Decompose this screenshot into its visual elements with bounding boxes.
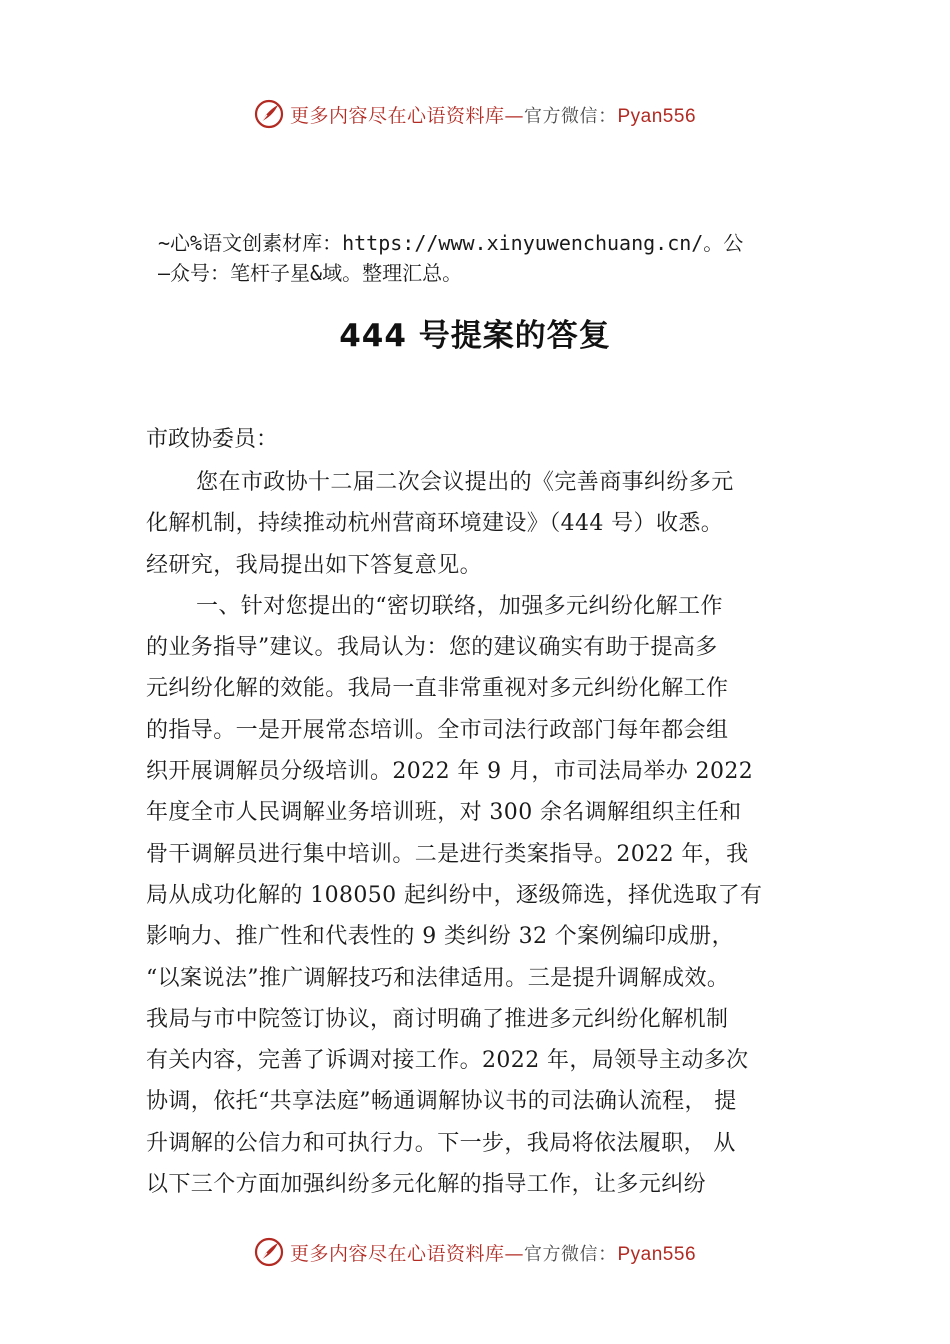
body-line: 协调，依托“共享法庭”畅通调解协议书的司法确认流程， 提 [146,1089,737,1115]
body-line: 以下三个方面加强纠纷多元化解的指导工作，让多元纠纷 [146,1172,707,1198]
banner-text [290,101,696,128]
body-line: 元纠纷化解的效能。我局一直非常重视对多元纠纷化解工作 [146,676,729,702]
body-line: 化解机制，持续推动杭州营商环境建设》（444 号）收悉。 [146,511,724,537]
body-line: 局从成功化解的 108050 起纠纷中，逐级筛选，择优选取了有 [146,882,763,908]
body-line: 骨干调解员进行集中培训。二是进行类案指导。2022 年，我 [146,841,749,867]
banner-account: Pyan556 [617,105,697,127]
body-line: 有关内容，完善了诉调对接工作。2022 年，局领导主动多次 [146,1048,749,1074]
banner-text [290,1239,696,1266]
document-body [146,462,826,1205]
source-line-1: ~心%语文创素材库：https://www.xinyuwenchuang.cn/。公 [158,231,744,255]
body-line: 影响力、推广性和代表性的 9 类纠纷 32 个案例编印成册， [146,924,734,950]
document-title: 444 号提案的答复 [339,318,611,354]
banner-separator: ： [597,104,618,127]
body-line: 我局与市中院签订协议，商讨明确了推进多元纠纷化解机制 [146,1006,729,1032]
quill-logo-icon [254,99,284,129]
body-line: 一、针对您提出的“密切联络，加强多元纠纷化解工作 [196,593,723,619]
banner-dash: — [504,104,524,127]
footer-banner [0,1234,950,1270]
banner-separator: ： [597,1242,618,1265]
body-line: 年度全市人民调解业务培训班，对 300 余名调解组织主任和 [146,800,742,826]
body-line: 经研究，我局提出如下答复意见。 [146,552,483,578]
body-line: 的指导。一是开展常态培训。全市司法行政部门每年都会组 [146,717,729,743]
banner-dash: — [504,1242,524,1265]
banner-brand: 更多内容尽在心语资料库 [289,104,505,127]
quill-logo-icon [254,1237,284,1267]
banner-wechat-label: 官方微信 [523,1243,598,1265]
salutation: 市政协委员： [146,427,279,452]
body-line: 升调解的公信力和可执行力。下一步，我局将依法履职， 从 [146,1130,736,1156]
body-line: “以案说法”推广调解技巧和法律适用。三是提升调解成效。 [146,965,730,991]
body-line: 您在市政协十二届二次会议提出的《完善商事纠纷多元 [196,470,734,495]
body-line: 的业务指导”建议。我局认为：您的建议确实有助于提高多 [146,635,718,661]
source-line-2: —众号：笔杆子星&域。整理汇总。 [158,261,463,285]
banner-account: Pyan556 [617,1243,697,1265]
body-line: 织开展调解员分级培训。2022 年 9 月，市司法局举办 2022 [146,759,754,785]
banner-wechat-label: 官方微信 [523,105,598,127]
banner-brand: 更多内容尽在心语资料库 [289,1242,505,1265]
header-banner [0,96,950,132]
